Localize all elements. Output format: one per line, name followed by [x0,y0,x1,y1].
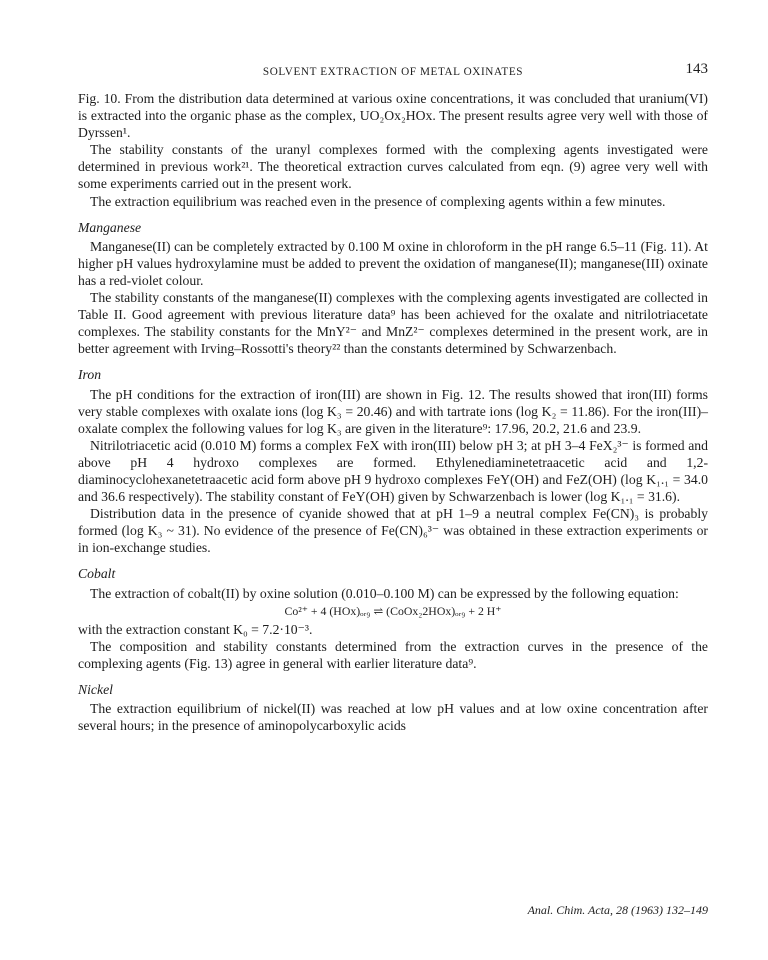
paragraph-nickel-equilibrium: The extraction equilibrium of nickel(II) was reached at low pH values and at low oxine concentration after several hours; in the presence of aminopolycarboxylic acids [78,701,708,734]
article-body [78,90,708,734]
page-number: 143 [685,61,708,77]
section-heading-nickel: Nickel [78,682,113,697]
paragraph-iron-nitrilotriacetic: Nitrilotriacetic acid (0.010 M) forms a complex FeX with iron(III) below pH 3; at pH 3–4 FeX₂³⁻ is formed and above pH 4 hydroxo complexes are formed. Ethylenediaminetetraacetic acid and 1,2-diaminocyclohexanetetraacetic acid form above pH 9 hydroxo complexes FeY(OH) and FeZ(OH) (log K₁.₁ = 34.0 and 36.6 respectively). The stability constant of FeY(OH) given by Schwarzenbach is lower (log K₁.₁ = 31.6). [78,437,708,505]
section-heading-iron: Iron [78,367,102,383]
journal-citation-footer: Anal. Chim. Acta, 28 (1963) 132–149 [527,903,708,917]
paragraph-extraction-constant: with the extraction constant K₀ = 7.2·10⁻³. [78,621,313,637]
paragraph-uranium-conclusion: Fig. 10. From the distribution data determined at various oxine concentrations, it was concluded that uranium(VI) is extracted into the organic phase as the complex, UO₂Ox₂HOx. The present results agree very well with those of Dyrssen¹. [78,91,708,141]
paragraph-cobalt-composition: The composition and stability constants determined from the extraction curves in the presence of the complexing agents (Fig. 13) agree in general with earlier literature data⁹. [78,638,708,671]
paragraph-manganese-extraction: Manganese(II) can be completely extracted by 0.100 M oxine in chloroform in the pH range 6.5–11 (Fig. 11). At higher pH values hydroxylamine must be added to prevent the oxidation of manganese(II); manganese(III) oxinate has a red-violet colour. [78,238,708,288]
paragraph-iron-cyanide: Distribution data in the presence of cyanide showed that at pH 1–9 a neutral complex Fe(CN)₃ is probably formed (log K₃ ~ 31). No evidence of the presence of Fe(CN)₆³⁻ was obtained in these extraction experiments or in ion-exchange studies. [78,506,708,556]
running-title: SOLVENT EXTRACTION OF METAL OXINATES [262,66,524,78]
paragraph-uranyl-stability: The stability constants of the uranyl complexes formed with the complexing agents investigated were determined in previous work²¹. The theoretical extraction curves calculated from eqn. (9) agree very well with some experiments carried out in the present work. [78,142,708,192]
running-header [78,62,708,84]
section-heading-cobalt: Cobalt [78,566,116,582]
paragraph-cobalt-extraction: The extraction of cobalt(II) by oxine solution (0.010–0.100 M) can be expressed by the following equation: [90,585,679,601]
paragraph-iron-extraction: The pH conditions for the extraction of iron(III) are shown in Fig. 12. The results showed that iron(III) forms very stable complexes with oxalate ions (log K₃ = 20.46) and with tartrate ions (log K₂ = 11.86). For the iron(III)–oxalate complex the following values for log K₃ are given in the literature⁹: 17.96, 20.2, 21.6 and 23.9. [78,386,708,436]
paragraph-manganese-stability: The stability constants of the manganese(II) complexes with the complexing agents investigated are collected in Table II. Good agreement with previous literature data⁹ has been achieved for the oxalate and nitrilotriacetate complexes. The stability constants for the MnY²⁻ and MnZ²⁻ complexes determined in the present work, are in better agreement with Irving–Rossotti's theory²² than the constants determined by Schwarzenbach. [78,290,708,357]
cobalt-extraction-equation: Co²⁺ + 4 (HOx)ₒᵣ₉ ⇌ (CoOx₂2HOx)ₒᵣ₉ + 2 H⁺ [284,603,502,618]
section-heading-manganese: Manganese [78,219,142,235]
paragraph-uranium-equilibrium: The extraction equilibrium was reached even in the presence of complexing agents within a few minutes. [90,193,666,209]
